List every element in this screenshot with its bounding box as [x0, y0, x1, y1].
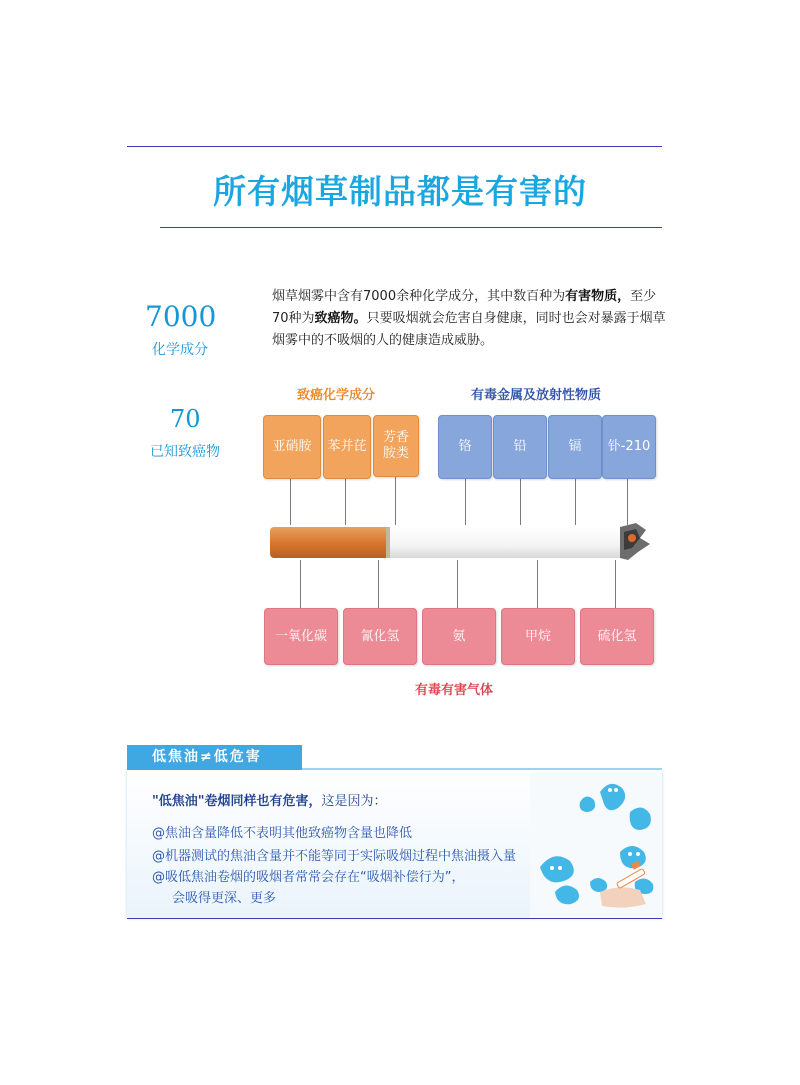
gas-box-ammonia: 氨: [422, 608, 496, 665]
section-bullet: 会吸得更深、更多: [172, 891, 277, 906]
section-lead-bold: "低焦油"卷烟同样也有危害，: [152, 794, 322, 809]
section-header: 低焦油≠低危害: [127, 745, 302, 770]
cigarette-illustration: [268, 520, 653, 565]
intro-text-3: 只要吸烟就会危害自身健康，同时也会对暴露于烟草烟雾中的不吸烟的人的健康造成威胁。: [272, 311, 666, 348]
bottom-rule: [127, 918, 662, 919]
stat-chemicals-label: 化学成分: [152, 342, 208, 358]
section-bullet: @机器测试的焦油含量并不能等同于实际吸烟过程中焦油摄入量: [152, 849, 517, 864]
stat-carcinogens-number: 70: [170, 405, 201, 433]
stat-chemicals-number: 7000: [145, 300, 217, 333]
intro-text-2: 至少70种为: [272, 289, 657, 326]
section-lead: [152, 790, 387, 809]
carcinogen-category-label: 致癌化学成分: [297, 388, 376, 403]
intro-bold-carcinogen: 致癌物。: [314, 311, 367, 326]
connector-line: [537, 560, 538, 608]
page-title: 所有烟草制品都是有害的: [213, 172, 587, 211]
top-rule: [127, 146, 662, 147]
section-bullet: @焦油含量降低不表明其他致癌物含量也降低: [152, 826, 413, 841]
connector-line: [395, 477, 396, 525]
smoke-illustration: [530, 772, 662, 918]
metal-box-chromium: 铬: [438, 415, 492, 479]
connector-line: [615, 560, 616, 608]
metal-box-lead: 铅: [493, 415, 547, 479]
carcinogen-box-nitrosamine: 亚硝胺: [263, 415, 321, 479]
intro-bold-harmful: 有害物质，: [565, 289, 631, 304]
connector-line: [465, 477, 466, 525]
connector-line: [378, 560, 379, 608]
connector-line: [457, 560, 458, 608]
gas-box-methane: 甲烷: [501, 608, 575, 665]
connector-line: [290, 477, 291, 525]
carcinogen-box-aromatic-amine: 芳香胺类: [373, 415, 419, 477]
gas-category-label: 有毒有害气体: [415, 683, 494, 698]
intro-text-1: 烟草烟雾中含有7000余种化学成分，其中数百种为: [272, 289, 566, 304]
metal-box-cadmium: 镉: [548, 415, 602, 479]
stat-carcinogens-label: 已知致癌物: [150, 444, 220, 460]
carcinogen-box-benzopyrene: 苯并芘: [323, 415, 371, 479]
title-underline: [160, 227, 662, 228]
section-lead-rest: 这是因为：: [321, 794, 387, 809]
connector-line: [300, 560, 301, 608]
section-header-rule: [302, 768, 662, 770]
connector-line: [345, 477, 346, 525]
intro-paragraph: [272, 286, 672, 352]
connector-line: [575, 477, 576, 525]
gas-box-hydrogen-cyanide: 氰化氢: [343, 608, 417, 665]
connector-line: [627, 477, 628, 525]
connector-line: [520, 477, 521, 525]
section-bullet: @吸低焦油卷烟的吸烟者常常会存在“吸烟补偿行为”，: [152, 870, 465, 885]
gas-box-hydrogen-sulfide: 硫化氢: [580, 608, 654, 665]
metal-box-polonium: 钋-210: [602, 415, 656, 479]
metal-category-label: 有毒金属及放射性物质: [471, 388, 602, 403]
gas-box-carbon-monoxide: 一氧化碳: [264, 608, 338, 665]
